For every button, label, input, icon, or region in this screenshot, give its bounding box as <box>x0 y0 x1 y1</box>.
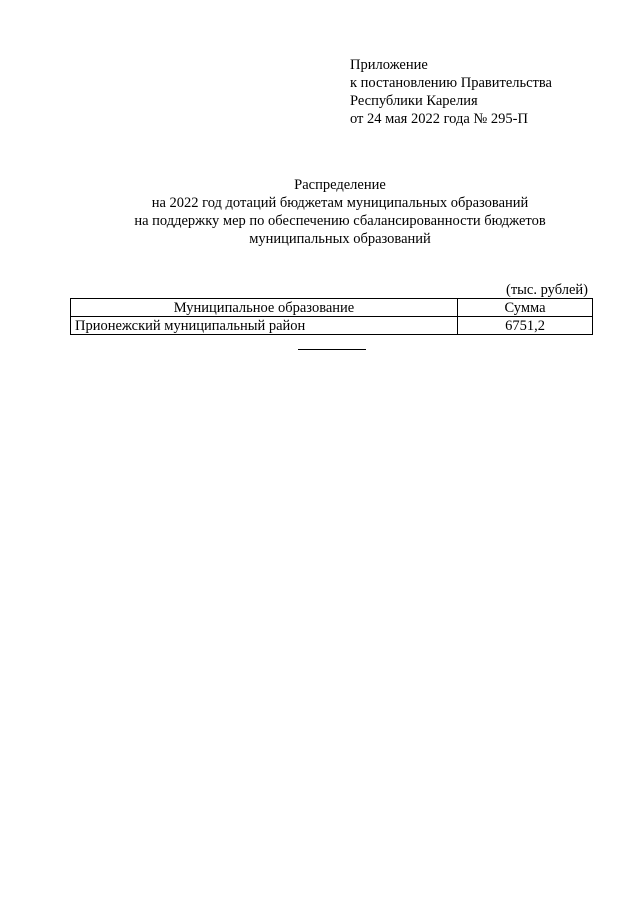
title-line: на 2022 год дотаций бюджетам муниципальных образований <box>151 195 529 211</box>
title-line: муниципальных образований <box>249 231 431 247</box>
appendix-line: Приложение <box>350 57 428 73</box>
document-title <box>60 176 620 248</box>
appendix-line: к постановлению Правительства <box>350 75 552 91</box>
units-label: (тыс. рублей) <box>506 282 588 298</box>
appendix-line: Республики Карелия <box>350 93 478 109</box>
title-line: на поддержку мер по обеспечению сбалансированности бюджетов <box>134 213 546 229</box>
appendix-line: от 24 мая 2022 года № 295-П <box>350 111 528 127</box>
table-header-row <box>71 299 593 317</box>
cell-municipality: Прионежский муниципальный район <box>71 317 458 335</box>
cell-sum: 6751,2 <box>458 317 593 335</box>
table-row <box>71 317 593 335</box>
appendix-header <box>350 56 630 128</box>
column-header-sum: Сумма <box>458 299 593 317</box>
distribution-table <box>70 298 593 335</box>
title-line: Распределение <box>294 177 386 193</box>
end-divider <box>298 349 366 350</box>
column-header-municipality: Муниципальное образование <box>71 299 458 317</box>
